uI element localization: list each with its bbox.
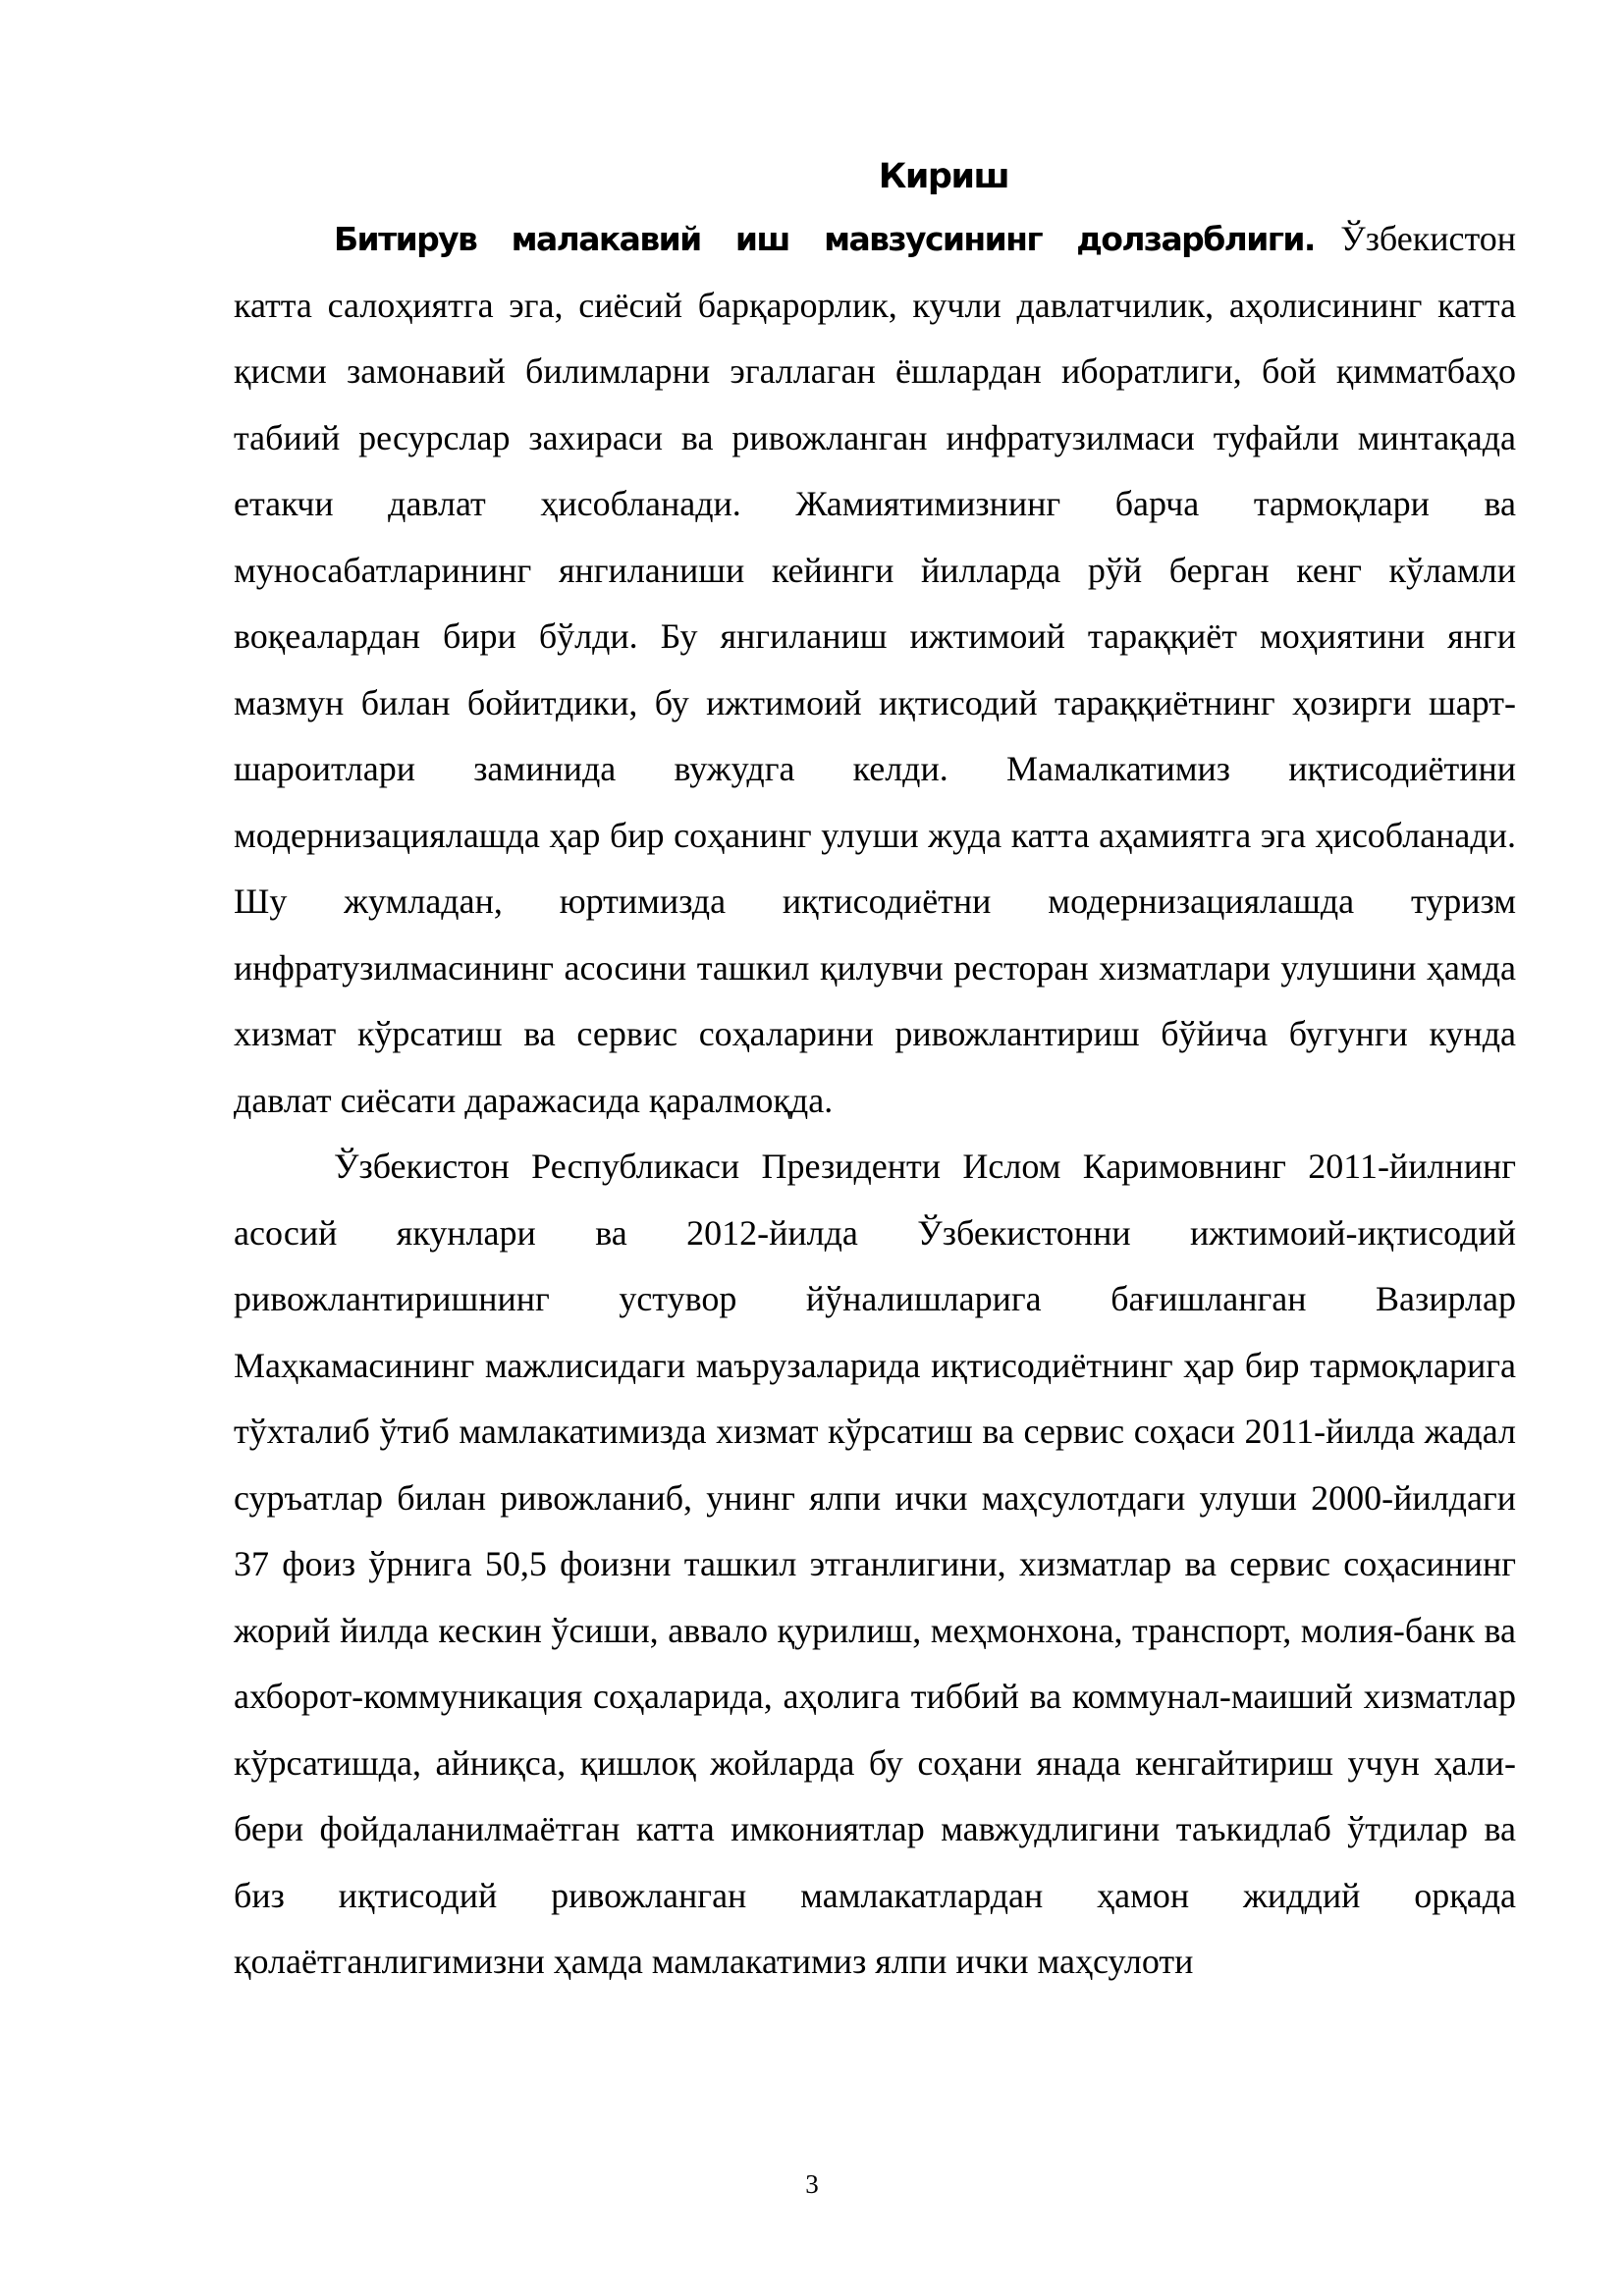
section-heading: Кириш bbox=[878, 157, 1009, 196]
paragraph-title: Битирув малакавий иш мавзусининг долзарблиги. bbox=[334, 220, 1315, 258]
paragraph-body: Ўзбекистон катта салоҳиятга эга, сиёсий барқарорлик, кучли давлатчилик, аҳолисининг катта қисми замонавий билимларни эгаллаган ёшлардан иборатлиги, бой қимматбаҳо табиий ресурслар захираси ва ривожланган инфратузилмаси туфайли минтақада етакчи давлат ҳисобланади. Жамиятимизнинг барча тармоқлари ва муносабатларининг янгиланиши кейинги йилларда рўй берган кенг кўламли воқеалардан бири бўлди. Бу янгиланиш ижтимоий тараққиёт моҳиятини янги мазмун билан бойитдики, бу ижтимоий иқтисодий тараққиётнинг ҳозирги шарт-шароитлари заминида вужудга келди. Мамалкатимиз иқтисодиётини модернизациялашда ҳар бир соҳанинг улуши жуда катта аҳамиятга эга ҳисобланади. Шу жумладан, юртимизда иқтисодиётни модернизациялашда туризм инфратузилмасининг асосини ташкил қилувчи ресторан хизматлари улушини ҳамда хизмат кўрсатиш ва сервис соҳаларини ривожлантириш бўйича бугунги кунда давлат сиёсати даражасида қаралмоқда. bbox=[234, 219, 1516, 1120]
paragraph-president-report: Ўзбекистон Республикаси Президенти Ислом Каримовнинг 2011-йилнинг асосий якунлари ва 2012-йилда Ўзбекистонни ижтимоий-иқтисодий ривожлантиришнинг устувор йўналишларига бағишланган Вазирлар Маҳкамасининг мажлисидаги маърузаларида иқтисодиётнинг ҳар бир тармоқларига тўхталиб ўтиб мамлакатимизда хизмат кўрсатиш ва сервис соҳаси 2011-йилда жадал суръатлар билан ривожланиб, унинг ялпи ички маҳсулотдаги улуши 2000-йилдаги 37 фоиз ўрнига 50,5 фоизни ташкил этганлигини, хизматлар ва сервис соҳасининг жорий йилда кескин ўсиши, аввало қурилиш, меҳмонхона, транспорт, молия-банк ва ахборот-коммуникация соҳаларида, аҳолига тиббий ва коммунал-маиший хизматлар кўрсатишда, айниқса, қишлоқ жойларда бу соҳани янада кенгайтириш учун ҳали-бери фойдаланилмаётган катта имкониятлар мавжудлигини таъкидлаб ўтдилар ва биз иқтисодий ривожланган мамлакатлардан ҳамон жиддий орқада қолаётганлигимизни ҳамда мамлакатимиз ялпи ички маҳсулоти bbox=[234, 1147, 1516, 1981]
page-number: 3 bbox=[805, 2169, 819, 2199]
paragraph-relevance bbox=[234, 206, 1516, 1134]
page-content bbox=[234, 147, 1516, 1996]
